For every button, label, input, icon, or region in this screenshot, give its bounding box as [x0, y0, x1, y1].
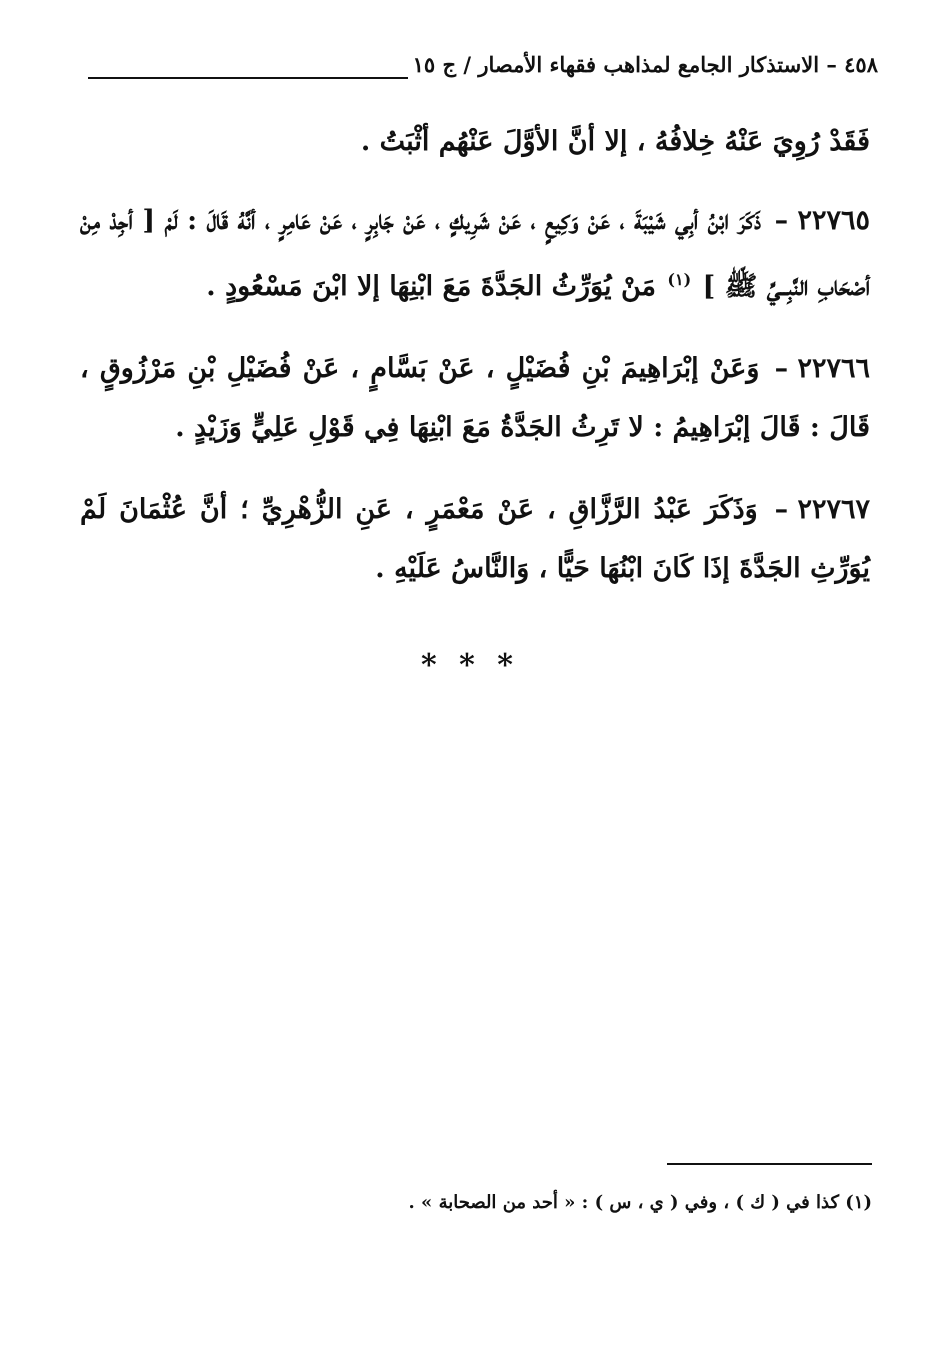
paragraph-text: ذَكَرَ ابْنُ أبِي شَيْبَةَ ، عَنْ وَكِيعٍ ، عَنْ شَرِيكٍ ، عَنْ جَابِرٍ ، عَنْ عَامِرٍ ، أنَّهُ قَالَ : لَمْ [ أجِدْ مِنْ أصْحَابِ النَّبِــيِّ ﷺ ] — [80, 205, 870, 302]
footnote-reference[interactable]: (١) — [667, 270, 692, 289]
paragraph-text: وَعَنْ إبْرَاهِيمَ بْنِ فُضَيْلٍ ، عَنْ بَسَّامٍ ، عَنْ فُضَيْلِ بْنِ مَرْزُوقٍ ، قَالَ : قَالَ إبْرَاهِيمُ : لا تَرِثُ الجَدَّةُ مَعَ ابْنِهَا فِي قَوْلِ عَلِيٍّ وَزَيْدٍ . — [80, 353, 870, 443]
header-title: ٤٥٨ – الاستذكار الجامع لمذاهب فقهاء الأمصار / ج ١٥ — [412, 52, 878, 77]
running-header — [88, 50, 878, 90]
paragraph-22766 — [80, 339, 870, 457]
main-text — [80, 112, 870, 621]
footnote-rule — [667, 1163, 872, 1165]
paragraph-22765 — [80, 191, 870, 316]
section-separator: * * * — [421, 648, 519, 683]
intro-paragraph: فَقَدْ رُوِيَ عَنْهُ خِلافُهُ ، إلا أنَّ الأوَّلَ عَنْهُم أثْبَتُ . — [360, 126, 870, 157]
paragraph-22767 — [80, 480, 870, 598]
footnote-1: (١) كذا في ( ك ) ، وفي ( ي ، س ) : « أحد من الصحابة » . — [408, 1192, 872, 1213]
paragraph-number: ٢٢٧٦٥ – — [774, 205, 870, 236]
header-rule — [88, 77, 408, 79]
paragraph-text: وَذَكَرَ عَبْدُ الرَّزَّاقِ ، عَنْ مَعْمَرٍ ، عَنِ الزُّهْرِيِّ ؛ أنَّ عُثْمَانَ لَمْ يُوَرِّثِ الجَدَّةَ إذَا كَانَ ابْنُهَا حَيًّا ، وَالنَّاسُ عَلَيْهِ . — [80, 494, 870, 584]
paragraph-text-continued: مَنْ يُوَرِّثُ الجَدَّةَ مَعَ ابْنِهَا إلا ابْنَ مَسْعُودٍ . — [206, 271, 656, 302]
paragraph-number: ٢٢٧٦٦ – — [774, 353, 870, 384]
paragraph-number: ٢٢٧٦٧ – — [774, 494, 870, 525]
